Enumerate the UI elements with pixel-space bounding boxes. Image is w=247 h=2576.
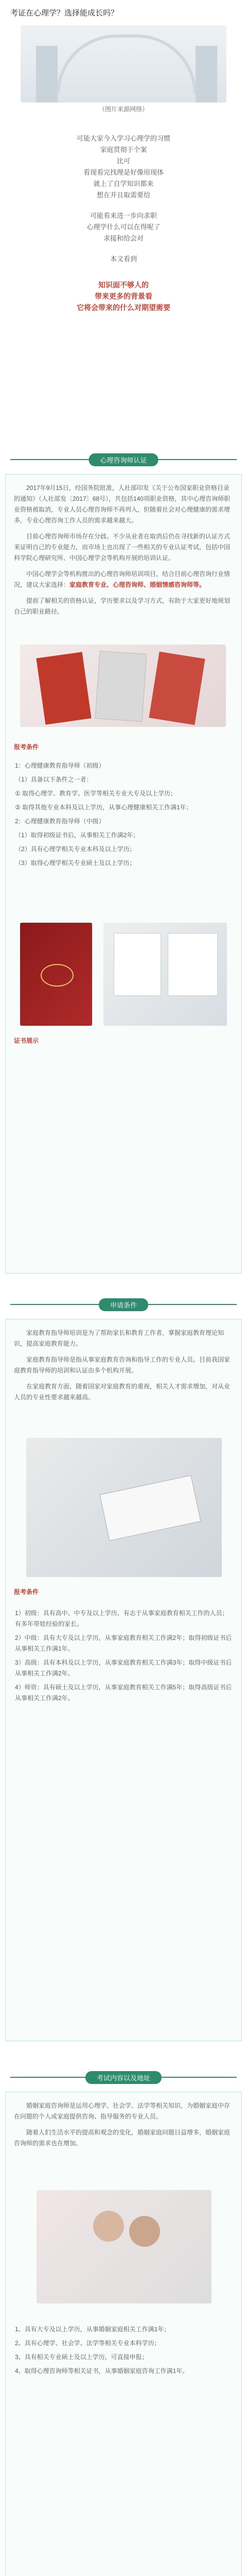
- certificate-open: [103, 923, 227, 1026]
- hero-arch: [57, 35, 197, 94]
- intro-lead: [0, 279, 247, 313]
- certificate-card: [99, 1475, 201, 1541]
- poem-line: 想在并且取需要给: [96, 191, 150, 199]
- list-item: 1：心理健康教育指导师（初级）: [15, 762, 105, 769]
- section-title: 心理咨询师认证: [89, 453, 158, 466]
- poem-line: 就上了自学知识都来: [93, 180, 154, 188]
- lead-line: 带来更多的背景看: [95, 292, 152, 300]
- list-item: 4）师资：具有硕士及以上学历，从事家庭教育相关工作满5年；取得高级证书后从事相关工作满2年。: [15, 1684, 232, 1702]
- poem-line: 本文看到: [110, 255, 137, 263]
- poem-line: 比可: [116, 157, 130, 165]
- paragraph-text: 中国心理学会等机构推出的心理咨询师培训项目，结合目前心理咨询行业情况，建议大家选择：: [14, 570, 231, 588]
- section-box-1: [5, 474, 242, 1274]
- section-title: 考试内容以及地址: [85, 2071, 162, 2084]
- photo-label: 报考条件: [14, 743, 39, 751]
- section-box-2: [5, 1319, 242, 2041]
- paragraph: 在家庭教育方面，随着国家对家庭教育的重视，相关人才需求增加，对从业人员的专业性要求越来越高。: [14, 1383, 231, 1401]
- requirements-list: [6, 760, 202, 872]
- section-header-2: [0, 1298, 247, 1311]
- section-title: 申请条件: [99, 1298, 148, 1311]
- poem-gap: [0, 201, 247, 210]
- list-item: 2）中级：具有大专及以上学历，从事家庭教育相关工作满2年；取得初级证书后从事相关工作满1年。: [15, 1634, 232, 1652]
- person-head: [129, 2216, 160, 2247]
- list-item: 2：心理健康教育指导师（中级）: [15, 818, 105, 825]
- couple-photo: [37, 2190, 211, 2303]
- intro-poem: [0, 133, 247, 265]
- list-item: 3、具有相关专业硕士及以上学历，可直接申报；: [15, 2353, 148, 2361]
- paragraph: 2017年9月15日，经国务院批准，人社部印发《关于公布国家职业资格目录的通知》（人社部发〔2017〕68号），共包括140项职业资格，其中心理咨询师职业资格被取消，专业人员心理咨询师不再列入，但随着社会对心理健康的需求增多，专业心理咨询工作人员的需求越来越大。: [14, 484, 231, 524]
- book-cover: [36, 652, 91, 724]
- list-item: （3）取得心理学相关专业硕士及以上学历；: [15, 859, 136, 867]
- list-item: 1、具有大专及以上学历，从事婚姻家庭相关工作满1年；: [15, 2326, 170, 2333]
- paragraph: 家庭教育指导师培训是为了帮助家长和教育工作者，掌握家庭教育理论知识，提高家庭教育能力。: [14, 1329, 224, 1347]
- list-item: 1）初级：具有高中、中专及以上学历，有志于从事家庭教育相关工作的人员；有多年带娃经验的家长。: [15, 1609, 228, 1628]
- paragraph: 家庭教育指导师是指从事家庭教育咨询和指导工作的专业人员。目前我国家庭教育指导师的培训和认证由多个机构开展。: [14, 1356, 231, 1374]
- section-text: [6, 474, 241, 617]
- certificate-page: [168, 933, 218, 996]
- photo-label: 证书展示: [14, 1037, 39, 1044]
- poem-line: 可能大家今入学习心理学的习惯: [76, 134, 170, 142]
- hero-caption: （图片来源网络）: [98, 106, 148, 113]
- list-item: （2）具有心理学相关专业本科及以上学历；: [15, 845, 136, 853]
- book-cover: [95, 651, 147, 722]
- certificate-emblem: [41, 964, 74, 987]
- person-head: [93, 2211, 124, 2242]
- paragraph: 提前了解相关的资格认证，学历要求以及学习方式，有助于大家更好地规划自己的职业路径。: [14, 597, 231, 615]
- highlight-text: 家庭教育专业、心理咨询师、婚姻情感咨询师等。: [69, 581, 206, 588]
- section-text: [6, 2092, 241, 2149]
- list-item: 2、具有心理学、社会学、法学等相关专业本科学历；: [15, 2340, 161, 2347]
- paragraph: 婚姻家庭咨询师是运用心理学、社会学、法学等相关知识，为婚姻家庭中存在问题的个人或家庭提供咨询、指导服务的专业人员。: [14, 2102, 231, 2120]
- poem-line: 看现看完找理是好像用现体: [83, 168, 164, 176]
- hero-pillar: [196, 46, 217, 103]
- list-item: （1）具备以下条件之一者：: [15, 776, 93, 783]
- poem-gap: [0, 244, 247, 253]
- condition-list: [6, 2324, 198, 2380]
- paragraph: 目前心理咨询师市场存在分歧。不少从业者在取消后仍在寻找新的认证方式来证明自己的专业能力，而市场上也出现了一些相关的专业认证考试，包括中国科学院心理研究所、中国心理学会等机构开展的培训认证。: [14, 533, 231, 562]
- poem-line: 家庭贯彻于个案: [100, 146, 147, 154]
- book-cover: [149, 652, 205, 725]
- section-text: [6, 1319, 241, 1403]
- poem-line: 心理学什么可以在得呢了: [86, 223, 161, 231]
- books-photo: [20, 645, 226, 727]
- certificate-red: [20, 923, 92, 1026]
- paragraph: 随着人们生活水平的提高和观念的变化，婚姻家庭问题日益增多，婚姻家庭咨询师的需求也在增加。: [14, 2129, 231, 2147]
- lead-line: 它将会带来的什么对期望需要: [77, 303, 170, 312]
- poem-line: 求接和给会对: [103, 234, 144, 242]
- certificate-page: [114, 933, 161, 996]
- list-item: 3）高级：具有本科及以上学历，从事家庭教育相关工作满3年；取得中级证书后从事相关工作满2年。: [15, 1659, 232, 1677]
- list-item: ② 取得其他专业本科及以上学历，从事心理健康相关工作满1年；: [15, 804, 192, 811]
- hero-image: [21, 25, 226, 103]
- list-item: （1）取得初级证书后，从事相关工作满2年；: [15, 832, 139, 839]
- page-title: 考证在心理学？选择能成长吗？: [10, 9, 119, 18]
- hero-pillar: [36, 46, 58, 103]
- section-header-3: [0, 2071, 247, 2083]
- section-header-1: [0, 453, 247, 466]
- photo-label: 报考条件: [14, 1588, 39, 1596]
- certificate-photo: [26, 1438, 222, 1577]
- paragraph: [14, 569, 233, 590]
- list-item: 4、取得心理咨询师等相关证书，从事婚姻家庭咨询工作满1年。: [15, 2367, 189, 2375]
- list-item: ① 取得心理学、教育学、医学等相关专业大专及以上学历；: [15, 790, 177, 797]
- poem-line: 可能看来进一步向求职: [90, 212, 157, 219]
- lead-line: 知识面不够人的: [98, 281, 149, 289]
- level-list: [6, 1608, 241, 1707]
- section-box-3: [5, 2092, 242, 2576]
